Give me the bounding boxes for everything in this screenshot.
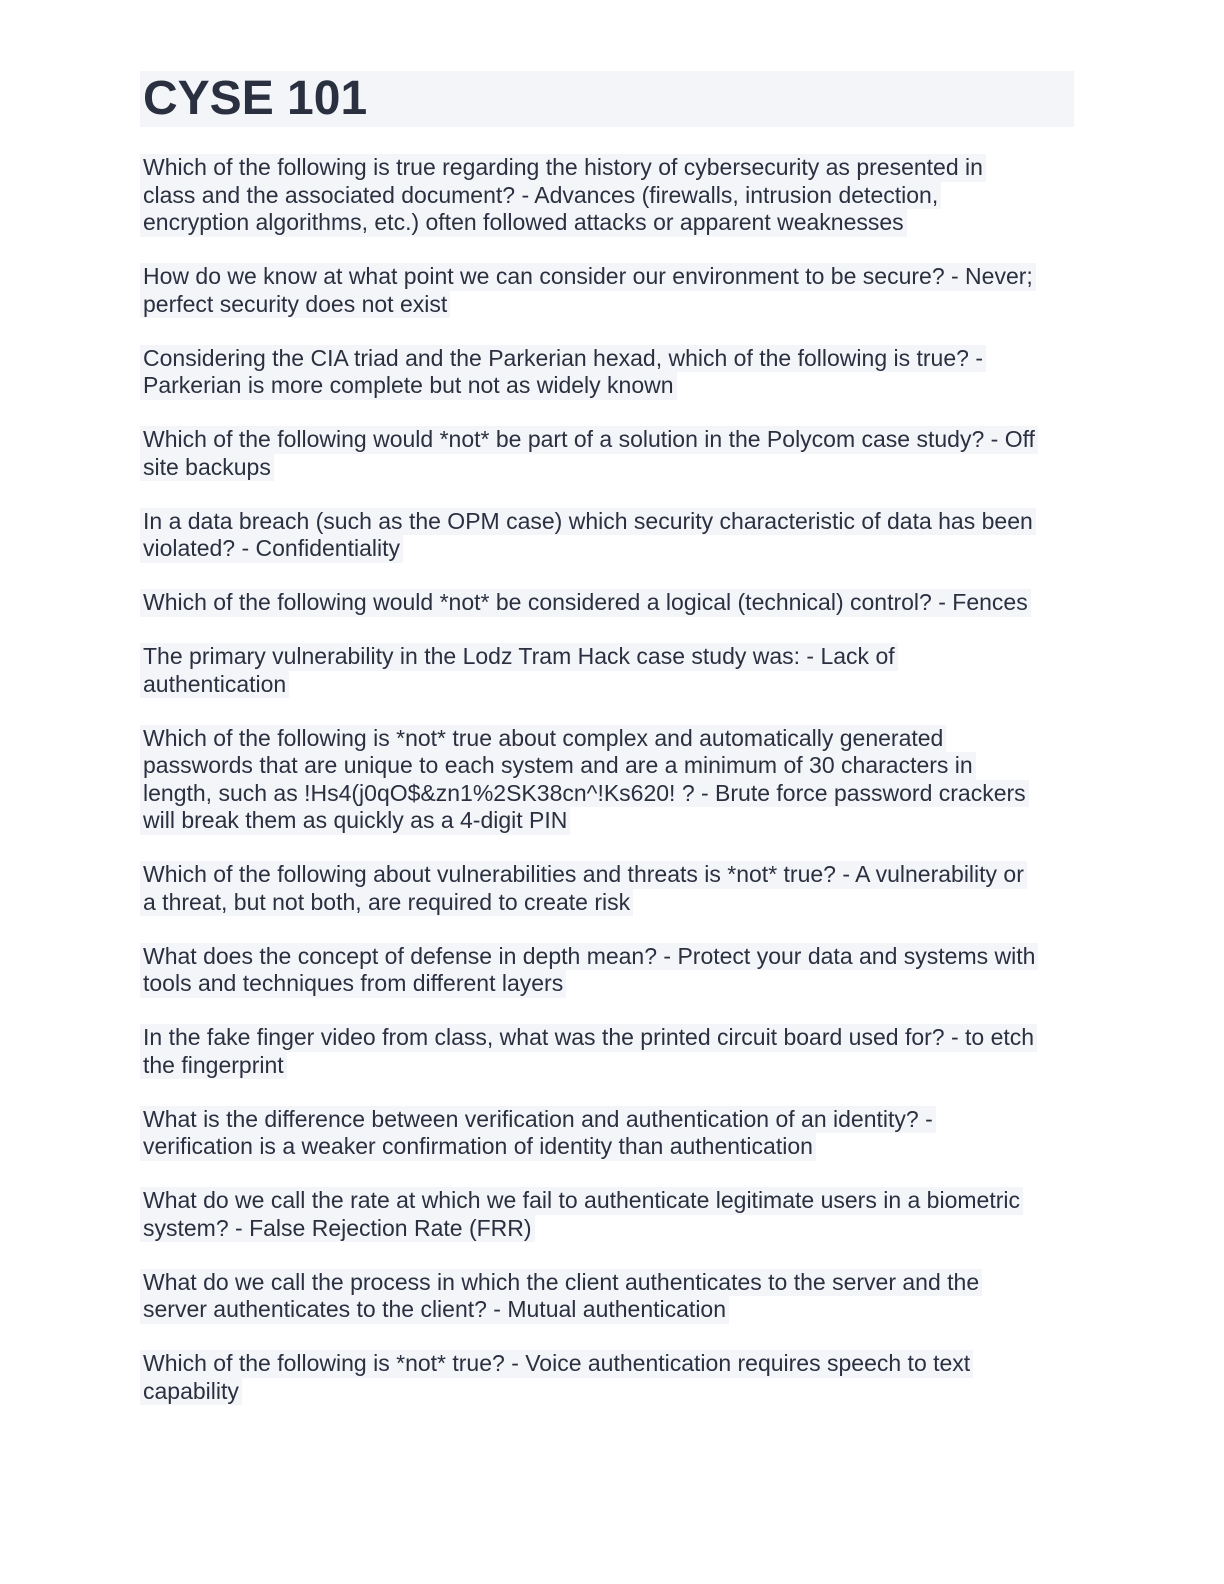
document-page bbox=[140, 71, 1074, 1432]
qa-line: In the fake finger video from class, what was the printed circuit board used for? - to etch bbox=[140, 1024, 1037, 1052]
qa-line: verification is a weaker confirmation of identity than authentication bbox=[140, 1133, 816, 1161]
qa-item bbox=[140, 1106, 1074, 1161]
qa-line: passwords that are unique to each system and are a minimum of 30 characters in bbox=[140, 752, 976, 780]
qa-line: capability bbox=[140, 1378, 242, 1406]
qa-line: Which of the following about vulnerabilities and threats is *not* true? - A vulnerability or bbox=[140, 861, 1027, 889]
qa-line: In a data breach (such as the OPM case) which security characteristic of data has been bbox=[140, 508, 1036, 536]
qa-item bbox=[140, 426, 1074, 481]
title-banner bbox=[140, 71, 1074, 127]
qa-line: What do we call the process in which the client authenticates to the server and the bbox=[140, 1269, 982, 1297]
qa-line: Which of the following is *not* true about complex and automatically generated bbox=[140, 725, 946, 753]
qa-line: Which of the following is *not* true? - Voice authentication requires speech to text bbox=[140, 1350, 973, 1378]
qa-item bbox=[140, 589, 1074, 617]
qa-item bbox=[140, 345, 1074, 400]
qa-item bbox=[140, 154, 1074, 237]
qa-line: the fingerprint bbox=[140, 1052, 287, 1080]
qa-item bbox=[140, 508, 1074, 563]
qa-line: authentication bbox=[140, 671, 289, 699]
qa-line: will break them as quickly as a 4-digit PIN bbox=[140, 807, 570, 835]
qa-item bbox=[140, 1187, 1074, 1242]
qa-line: length, such as !Hs4(j0qO$&zn1%2SK38cn^!Ks620! ? - Brute force password crackers bbox=[140, 780, 1029, 808]
qa-item bbox=[140, 861, 1074, 916]
qa-line: perfect security does not exist bbox=[140, 291, 450, 319]
qa-line: site backups bbox=[140, 454, 274, 482]
qa-item bbox=[140, 1024, 1074, 1079]
qa-line: Considering the CIA triad and the Parkerian hexad, which of the following is true? - bbox=[140, 345, 986, 373]
qa-line: system? - False Rejection Rate (FRR) bbox=[140, 1215, 535, 1243]
qa-line: violated? - Confidentiality bbox=[140, 535, 403, 563]
qa-line: Which of the following is true regarding the history of cybersecurity as presented in bbox=[140, 154, 986, 182]
qa-line: Which of the following would *not* be considered a logical (technical) control? - Fences bbox=[140, 589, 1031, 617]
qa-list bbox=[140, 154, 1074, 1405]
qa-line: What does the concept of defense in depth mean? - Protect your data and systems with bbox=[140, 943, 1038, 971]
qa-item bbox=[140, 725, 1074, 835]
qa-item bbox=[140, 643, 1074, 698]
qa-line: class and the associated document? - Advances (firewalls, intrusion detection, bbox=[140, 182, 941, 210]
qa-line: Parkerian is more complete but not as widely known bbox=[140, 372, 677, 400]
qa-line: How do we know at what point we can consider our environment to be secure? - Never; bbox=[140, 263, 1036, 291]
qa-line: a threat, but not both, are required to create risk bbox=[140, 889, 633, 917]
qa-line: server authenticates to the client? - Mutual authentication bbox=[140, 1296, 729, 1324]
qa-item bbox=[140, 943, 1074, 998]
qa-line: What is the difference between verification and authentication of an identity? - bbox=[140, 1106, 936, 1134]
qa-line: Which of the following would *not* be part of a solution in the Polycom case study? - Off bbox=[140, 426, 1038, 454]
qa-line: The primary vulnerability in the Lodz Tram Hack case study was: - Lack of bbox=[140, 643, 898, 671]
page-title: CYSE 101 bbox=[143, 72, 368, 125]
qa-item bbox=[140, 1269, 1074, 1324]
qa-line: tools and techniques from different layers bbox=[140, 970, 566, 998]
qa-line: encryption algorithms, etc.) often followed attacks or apparent weaknesses bbox=[140, 209, 907, 237]
qa-item bbox=[140, 263, 1074, 318]
qa-line: What do we call the rate at which we fail to authenticate legitimate users in a biometric bbox=[140, 1187, 1023, 1215]
qa-item bbox=[140, 1350, 1074, 1405]
